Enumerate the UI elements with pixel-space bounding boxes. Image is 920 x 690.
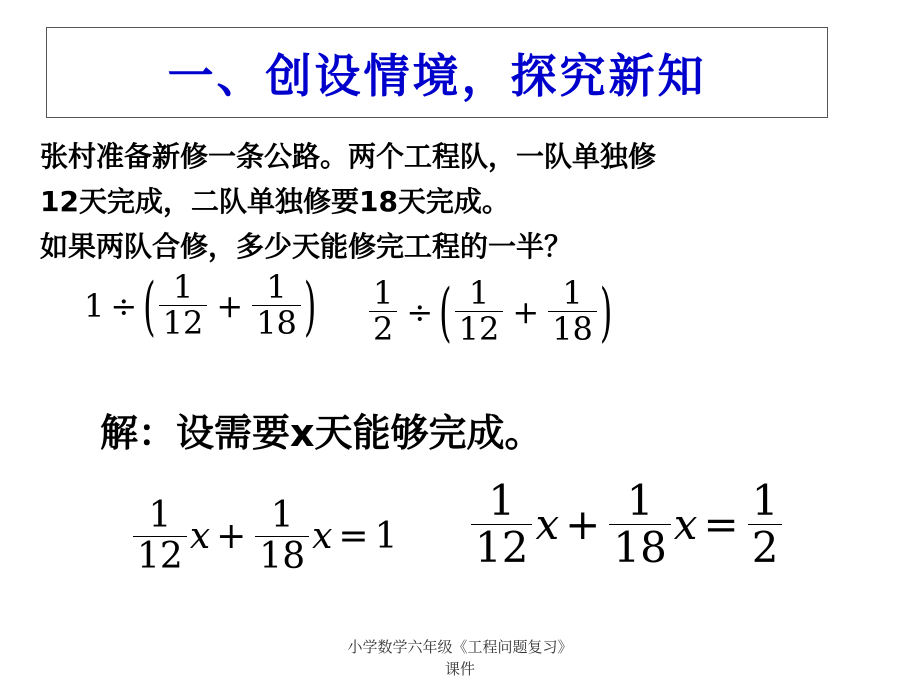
- expr2-plus-sign: +: [512, 292, 540, 331]
- solution-setup: 解：设需要x天能够完成。: [100, 411, 543, 455]
- eq2-rhs-fraction: [748, 478, 783, 571]
- expr2-lead-denominator: 2: [373, 310, 394, 349]
- expr1-fraction-2: [252, 270, 301, 341]
- expr1-right-paren: ): [303, 267, 317, 344]
- expr2-f1-numerator: 1: [468, 274, 490, 312]
- eq2-f1-denominator: 12: [475, 523, 529, 573]
- problem-statement: [40, 134, 900, 269]
- expr2-fraction-1: [455, 276, 504, 347]
- slide-title: 一、创设情境，探究新知: [167, 48, 707, 103]
- eq1-f2-denominator: 18: [259, 535, 306, 577]
- problem-line-3: 如果两队合修，多少天能修完工程的一半？: [40, 230, 573, 263]
- expr2-lead-fraction: [369, 276, 397, 347]
- eq1-f1-numerator: 1: [148, 495, 172, 536]
- expr1-f2-numerator: 1: [266, 268, 287, 306]
- problem-line-2: 12天完成，二队单独修要18天完成。: [40, 185, 510, 218]
- expr2-lead-numerator: 1: [373, 274, 394, 312]
- eq1-f1-denominator: 12: [137, 535, 183, 577]
- eq2-fraction-2: [609, 478, 670, 571]
- problem-line-1: 张村准备新修一条公路。两个工程队，一队单独修: [40, 140, 657, 173]
- title-box: [46, 27, 828, 118]
- eq1-f2-numerator: 1: [270, 495, 294, 536]
- eq1-rhs: 1: [374, 515, 398, 557]
- expression-1: [84, 267, 317, 344]
- expr2-f2-denominator: 18: [552, 310, 593, 349]
- eq1-fraction-2: [255, 496, 309, 576]
- expr1-fraction-1: [159, 270, 208, 341]
- expr2-fraction-2: [548, 276, 597, 347]
- eq2-f2-numerator: 1: [626, 476, 654, 525]
- eq1-variable-2: x: [312, 515, 333, 557]
- slide-footer: [0, 636, 920, 680]
- eq1-equals-sign: =: [338, 515, 369, 557]
- footer-line-2: 课件: [444, 660, 475, 678]
- eq1-fraction-1: [133, 496, 187, 576]
- eq2-variable-2: x: [673, 500, 698, 550]
- expr2-left-paren: (: [439, 273, 452, 350]
- expr1-lead: 1: [84, 286, 105, 325]
- equation-2: [468, 478, 785, 571]
- expr1-divide-sign: ÷: [110, 286, 138, 325]
- expr2-right-paren: ): [599, 273, 613, 350]
- footer-line-1: 小学数学六年级《工程问题复习》: [347, 638, 573, 656]
- expr2-f2-numerator: 1: [562, 274, 583, 312]
- eq2-plus-sign: +: [565, 500, 601, 550]
- expression-2: [366, 273, 613, 350]
- expr1-f1-numerator: 1: [172, 268, 194, 306]
- expr1-f1-denominator: 12: [162, 304, 204, 343]
- eq1-plus-sign: +: [216, 515, 247, 557]
- expr2-f1-denominator: 12: [458, 310, 500, 349]
- eq2-equals-sign: =: [703, 500, 739, 550]
- eq1-variable-1: x: [189, 515, 211, 557]
- eq2-rhs-denominator: 2: [751, 523, 779, 573]
- eq2-fraction-1: [471, 478, 532, 571]
- expr2-divide-sign: ÷: [406, 292, 434, 331]
- equation-1: [130, 496, 398, 576]
- eq2-f1-numerator: 1: [488, 476, 516, 525]
- expr1-left-paren: (: [143, 267, 156, 344]
- eq2-rhs-numerator: 1: [751, 476, 779, 525]
- expr1-plus-sign: +: [216, 286, 244, 325]
- eq2-f2-denominator: 18: [613, 523, 667, 573]
- expr1-f2-denominator: 18: [256, 304, 297, 343]
- eq2-variable-1: x: [535, 500, 560, 550]
